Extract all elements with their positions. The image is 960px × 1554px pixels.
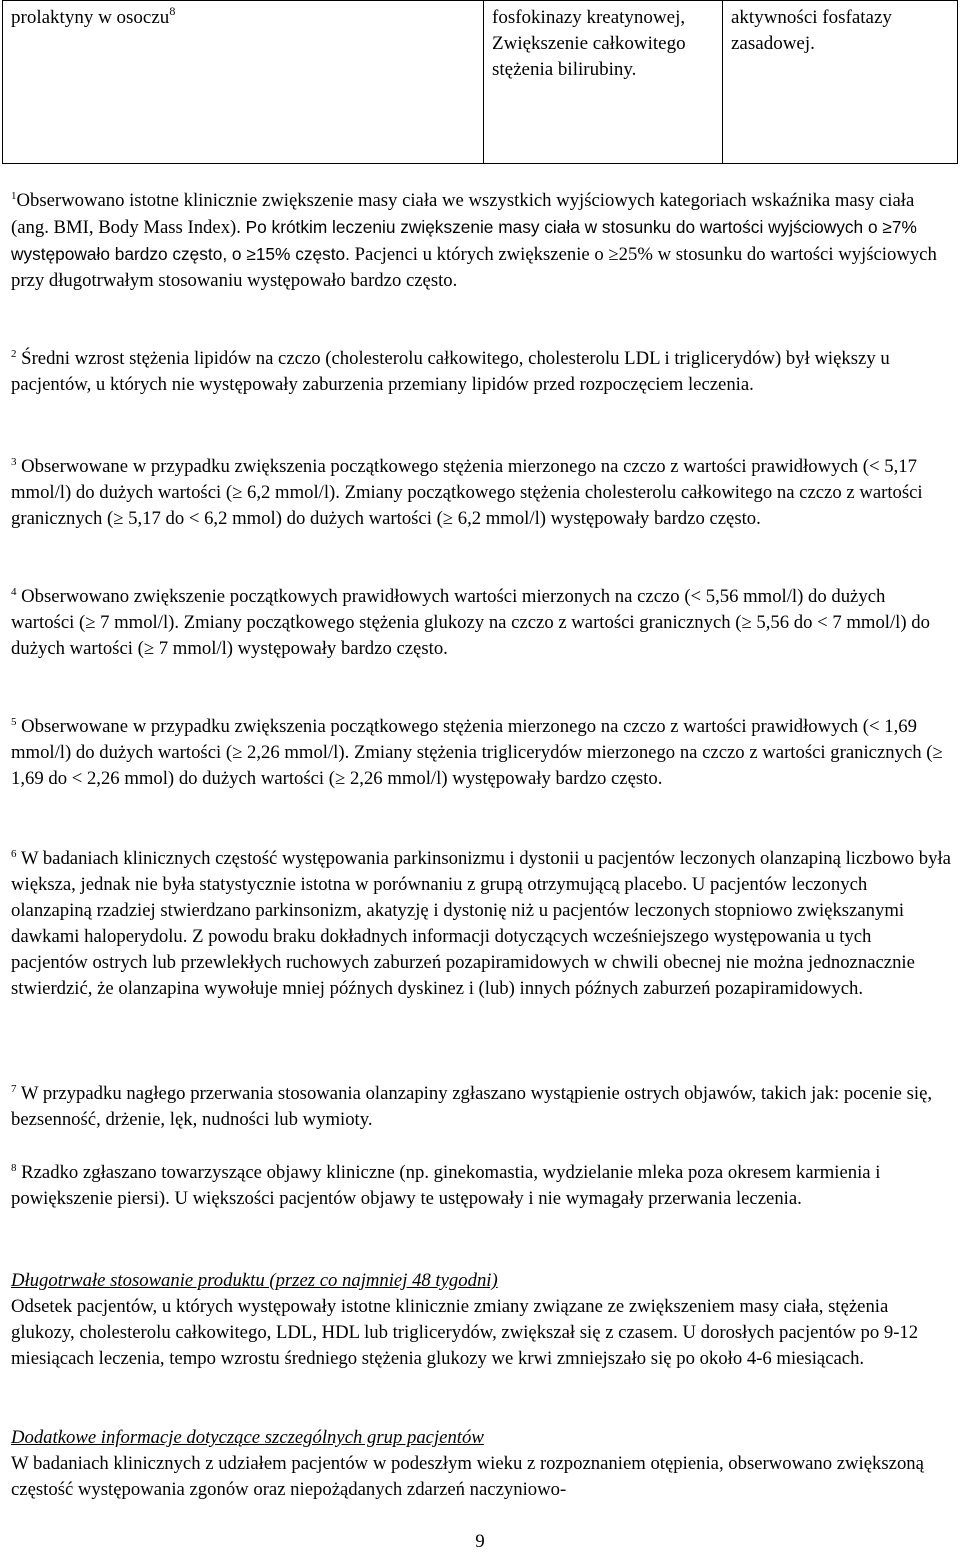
footnote-2: $^2$ Średni wzrost stężenia lipidów na czczo (cholesterolu całkowitego, cholesterolu LDL i triglicerydów) był większy u pacjentów, u których nie występowały zaburzenia przemiany lipidów przed rozpoczęciem leczenia. <box>11 348 890 395</box>
footnote-5: $^5$ Obserwowane w przypadku zwiększenia początkowego stężenia mierzonego na czczo z wartości prawidłowych (< 1,69 mmol/l) do dużych wartości (≥ 2,26 mmol/l). Zmiany stężenia triglicerydów mierzonego na czczo z wartości granicznych (≥ 1,69 do < 2,26 mmol) do dużych wartości (≥ 2,26 mmol/l) występowały bardzo często. <box>11 716 943 789</box>
footnote-7: $^7$ W przypadku nagłego przerwania stosowania olanzapiny zgłaszano wystąpienie ostrych objawów, takich jak: pocenie się, bezsenność, drżenie, lęk, nudności lub wymioty. <box>11 1083 933 1130</box>
page-number: 9 <box>475 1531 485 1552</box>
footnote-6: $^6$ W badaniach klinicznych częstość występowania parkinsonizmu i dystonii u pacjentów leczonych olanzapiną liczbowo była większa, jednak nie była statystycznie istotna w porównaniu z grupą otrzymującą placebo. U pacjentów leczonych olanzapiną rzadziej stwierdzano parkinsonizm, akatyzję i dystonię niż u pacjentów leczonych stopniowo zwiększanymi dawkami haloperydolu. Z powodu braku dokładnych informacji dotyczących wcześniejszego występowania u tych pacjentów ostrych lub przewlekłych ruchowych zaburzeń pozapiramidowych w chwili obecnej nie można jednoznacznie stwierdzić, że olanzapina wywołuje mniej późnych dyskinez i (lub) innych późnych zaburzeń pozapiramidowych. <box>11 848 951 999</box>
table-cell-parameter: prolaktyny w osoczu$^8$ <box>3 1 484 164</box>
adverse-effects-table-fragment <box>2 0 958 164</box>
footnote-ref-8: 8 <box>169 4 176 18</box>
footnote-8: $^8$ Rzadko zgłaszano towarzyszące objawy kliniczne (np. ginekomastia, wydzielanie mleka poza okresem karmienia i powiększenie piersi). U większości pacjentów objawy te ustępowały i nie wymagały przerwania leczenia. <box>11 1162 881 1209</box>
footnote-4: $^4$ Obserwowano zwiększenie początkowych prawidłowych wartości mierzonych na czczo (< 5,56 mmol/l) do dużych wartości (≥ 7 mmol/l). Zmiany początkowego stężenia glukozy na czczo z wartości granicznych (≥ 5,56 do < 7 mmol/l) do dużych wartości (≥ 7 mmol/l) występowały bardzo często. <box>11 586 930 659</box>
table-row <box>3 1 958 164</box>
footnote-1: $^1$Obserwowano istotne klinicznie zwiększenie masy ciała we wszystkich wyjściowych kategoriach wskaźnika masy ciała (ang. BMI, Body Mass Index). Po krótkim leczeniu zwiększenie masy ciała w stosunku do wartości wyjściowych o ≥7% występowało bardzo często, o ≥15% często. Pacjenci u których zwiększenie o ≥25% w stosunku do wartości wyjściowych przy długotrwałym stosowaniu występowało bardzo często. <box>11 190 937 291</box>
table-cell-uncommon: aktywności fosfatazy zasadowej. <box>723 1 958 164</box>
section-text-long-term: Odsetek pacjentów, u których występowały istotne klinicznie zmiany związane ze zwiększeniem masy ciała, stężenia glukozy, cholesterolu całkowitego, LDL, HDL lub triglicerydów, zwiększał się z czasem. U dorosłych pacjentów po 9-12 miesiącach leczenia, tempo wzrostu średniego stężenia glukozy we krwi zmniejszało się po około 4-6 miesiącach. <box>11 1296 919 1369</box>
section-heading-special-groups: Dodatkowe informacje dotyczące szczególnych grup pacjentów <box>11 1427 484 1448</box>
table-cell-common: fosfokinazy kreatynowej, Zwiększenie całkowitego stężenia bilirubiny. <box>484 1 723 164</box>
footnote-3: $^3$ Obserwowane w przypadku zwiększenia początkowego stężenia mierzonego na czczo z wartości prawidłowych (< 5,17 mmol/l) do dużych wartości (≥ 6,2 mmol/l). Zmiany początkowego stężenia cholesterolu całkowitego na czczo z wartości granicznych (≥ 5,17 do < 6,2 mmol) do dużych wartości (≥ 6,2 mmol/l) występowały bardzo często. <box>11 456 923 529</box>
section-heading-long-term: Długotrwałe stosowanie produktu (przez co najmniej 48 tygodni) <box>11 1270 498 1291</box>
section-text-special-groups: W badaniach klinicznych z udziałem pacjentów w podeszłym wieku z rozpoznaniem otępienia, obserwowano zwiększoną częstość występowania zgonów oraz niepożądanych zdarzeń naczyniowo- <box>11 1453 924 1500</box>
